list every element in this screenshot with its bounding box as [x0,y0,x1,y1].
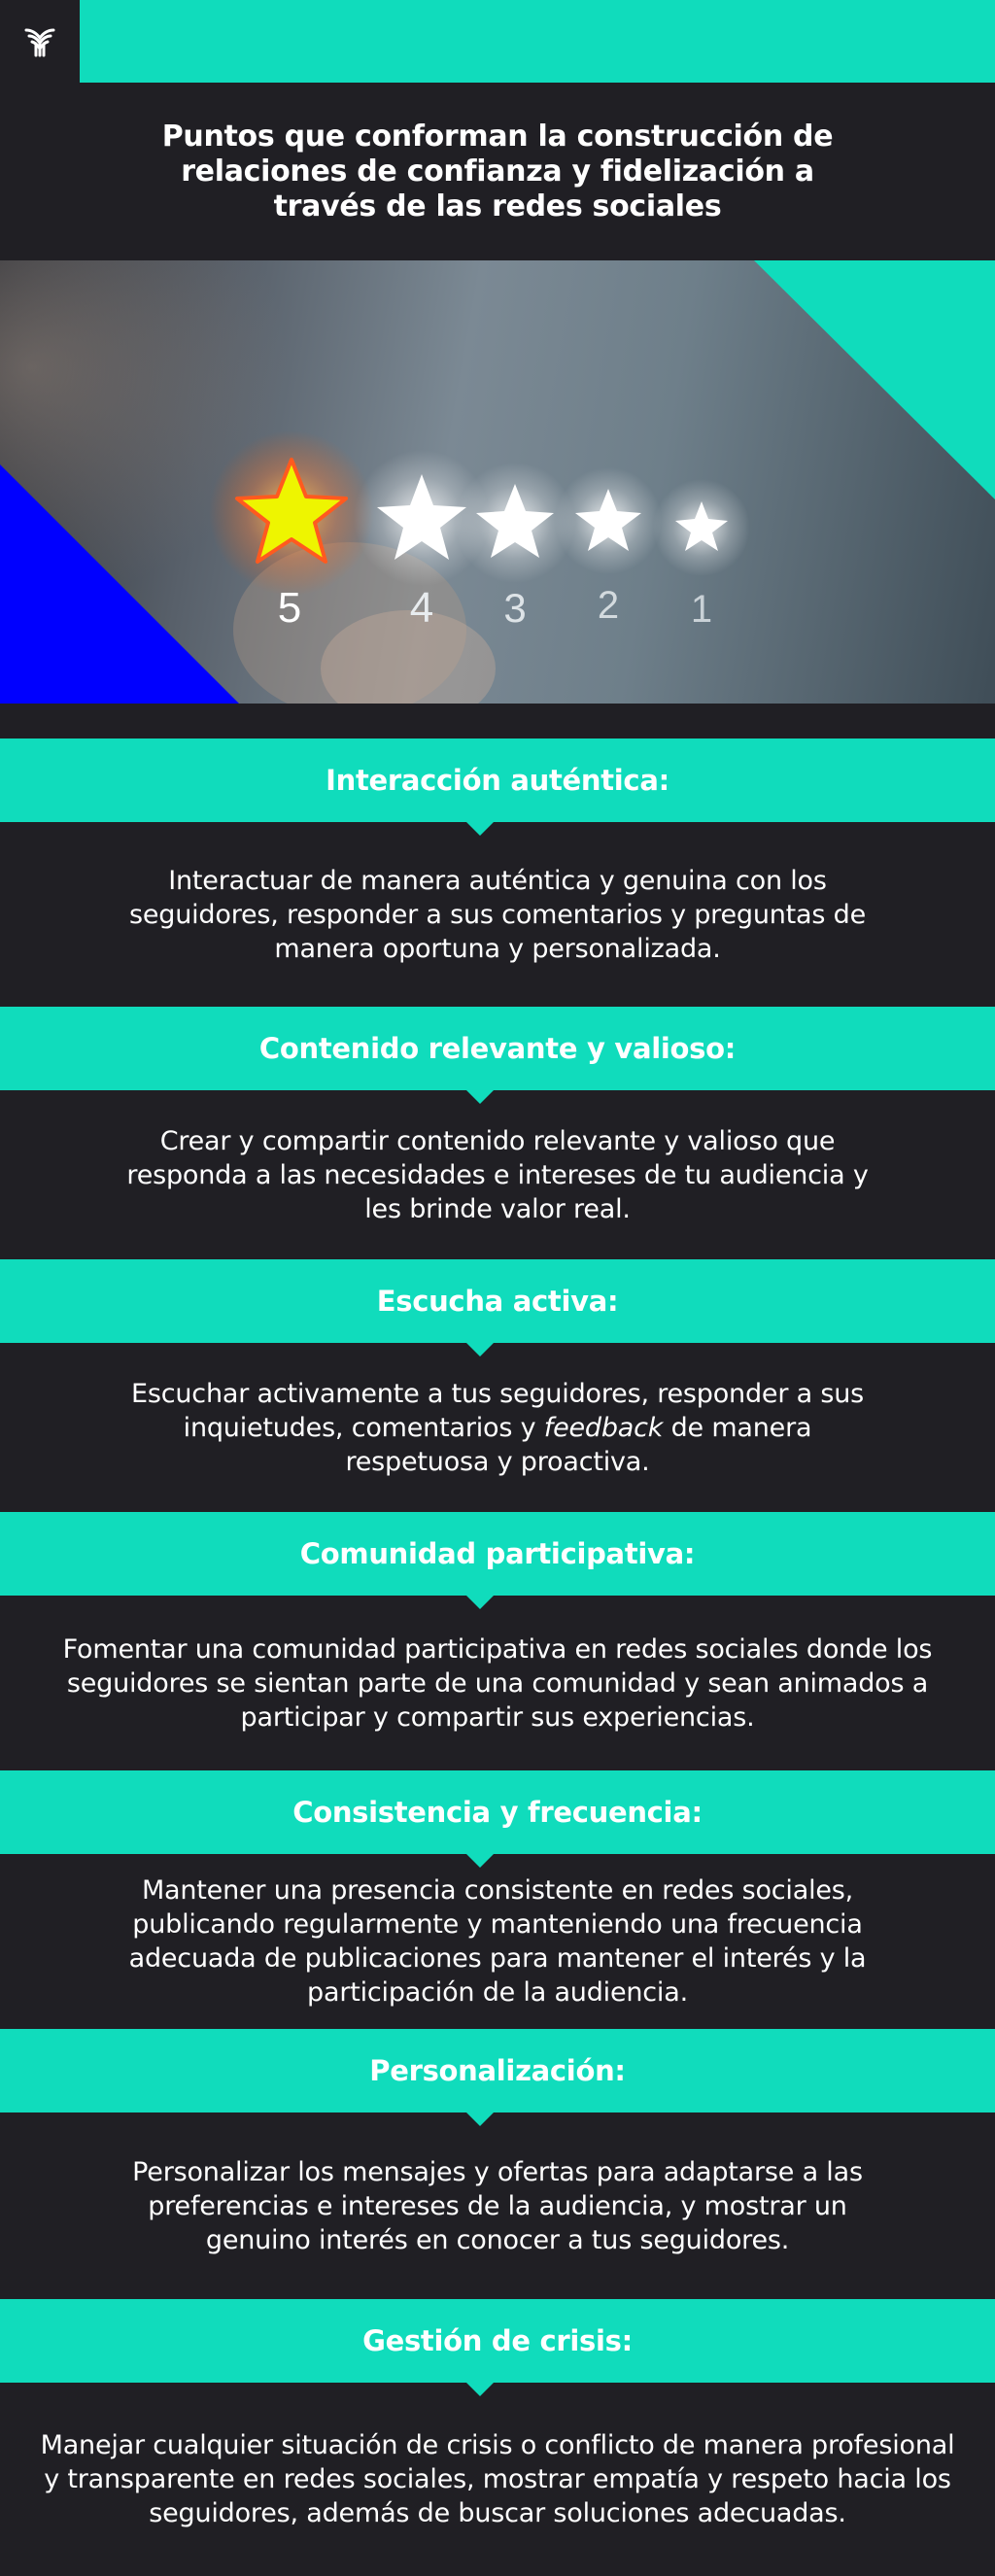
logo[interactable] [0,0,80,83]
section-text-part: de manera respetuosa y proactiva. [345,1412,812,1477]
section-heading-bar [0,1007,995,1090]
hero-image [0,260,995,704]
section-text-part: Escuchar activamente a tus seguidores, responder a sus inquietudes, comentarios y [131,1378,864,1443]
section-body [0,1343,995,1512]
section-heading-bar [0,1770,995,1854]
rating-label-4: 4 [409,584,434,632]
section-heading: Personalización: [369,2054,626,2087]
rating-label-2: 2 [597,584,620,627]
rating-label-5: 5 [277,584,302,632]
section-text-emphasis: feedback [543,1412,664,1443]
star-2 [555,467,662,574]
section-heading: Interacción auténtica: [326,764,669,797]
rating-label-3: 3 [503,585,527,631]
teal-corner-shape [754,260,995,499]
section-heading: Comunidad participativa: [299,1537,696,1570]
top-accent-bar [0,0,995,83]
section-body [0,2112,995,2299]
section-body [0,822,995,1007]
section-heading: Gestión de crisis: [362,2324,633,2357]
hero-illustration [0,260,995,704]
section-heading: Consistencia y frecuencia: [292,1796,703,1829]
section-text: Interactuar de manera auténtica y genuina con los seguidores, responder a sus comentarios y preguntas de manera oportuna y personalizada. [129,865,866,964]
stylized-tree-logo-icon [20,22,59,61]
section-body [0,2383,995,2576]
star-1 [653,479,750,576]
section-text: Mantener una presencia consistente en redes sociales, publicando regularmente y manteniendo una frecuencia adecuada de publicaciones para mantener el interés y la participación de la audiencia. [128,1875,867,2008]
section-text: Crear y compartir contenido relevante y valioso que responda a las necesidades e intereses de tu audiencia y les brinde valor real. [126,1125,869,1224]
section-body [0,1090,995,1259]
section-text [109,1377,886,1479]
star-5 [209,430,374,596]
section-body [0,1596,995,1770]
rating-label-1: 1 [690,588,713,631]
section-text: Personalizar los mensajes y ofertas para adaptarse a las preferencias e intereses de la audiencia, y mostrar un genuino interés en conocer a tus seguidores. [132,2156,863,2255]
section-text: Fomentar una comunidad participativa en redes sociales donde los seguidores se sientan parte de una comunidad y sean animados a participar y compartir sus experiencias. [62,1633,933,1733]
page-title: Puntos que conforman la construcción de relaciones de confianza y fidelización a través de las redes sociales [161,119,834,223]
section-heading: Contenido relevante y valioso: [258,1032,737,1065]
section-heading-bar [0,2299,995,2383]
title-block [0,83,995,260]
section-text: Manejar cualquier situación de crisis o conflicto de manera profesional y transparente en redes sociales, mostrar empatía y respeto hacia los seguidores, además de buscar soluciones adecuadas. [40,2430,955,2528]
section-heading-bar [0,738,995,822]
section-heading-bar [0,2029,995,2112]
section-heading-bar [0,1512,995,1596]
section-heading: Escucha activa: [376,1285,619,1318]
section-body [0,1854,995,2029]
section-heading-bar [0,1259,995,1343]
divider [0,704,995,738]
